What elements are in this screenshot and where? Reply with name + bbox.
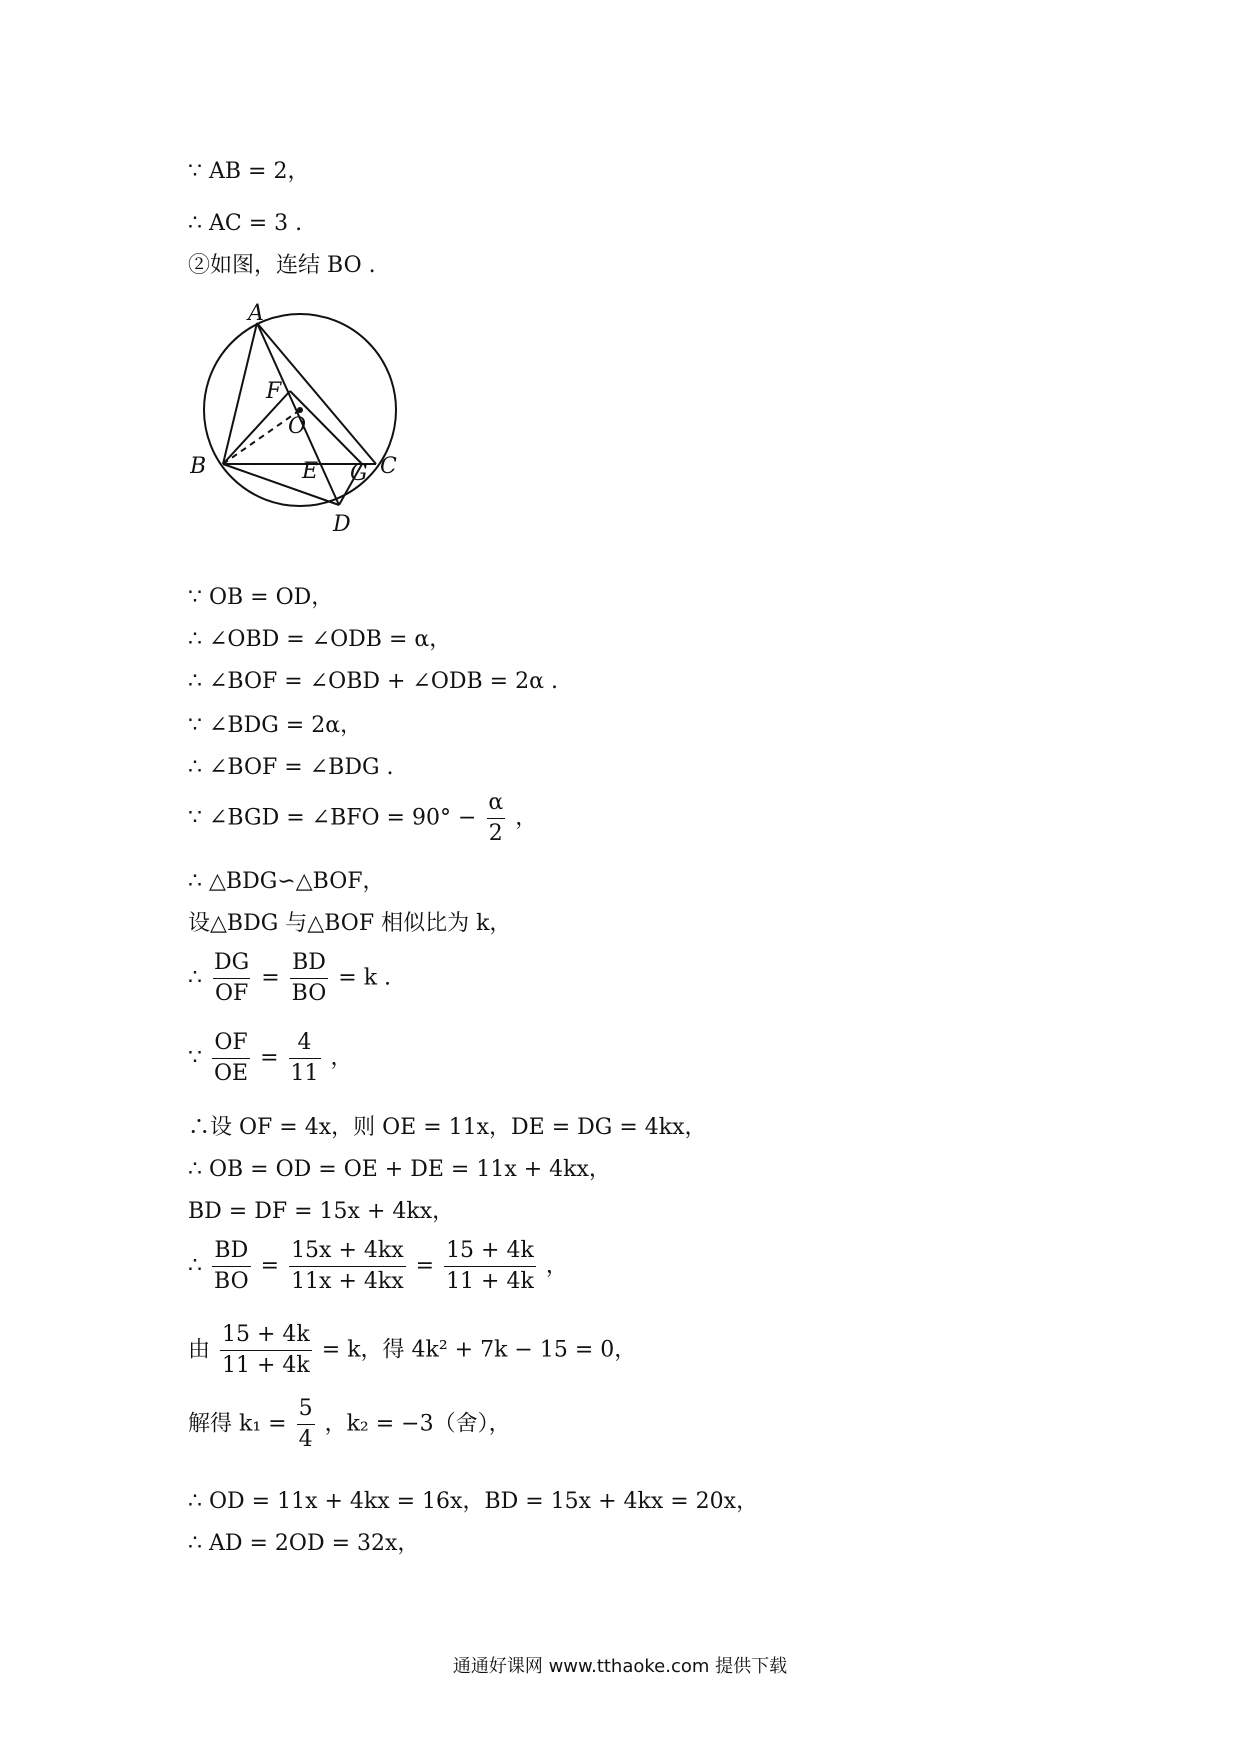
label-g: G (350, 461, 368, 486)
fraction-denominator: BO (290, 978, 329, 1007)
proof-line-21: ∴ AD = 2OD = 32x， (188, 1531, 420, 1556)
fraction-numerator: BD (292, 950, 326, 975)
line18-prefix: 由 (188, 1337, 211, 1363)
fraction-numerator: 15 + 4k (446, 1238, 534, 1263)
proof-line-19 (188, 1396, 511, 1453)
proof-line-5: ∴ ∠OBD = ∠ODB = α， (188, 627, 452, 652)
proof-line-17 (188, 1238, 568, 1295)
fraction-numerator: DG (214, 950, 250, 975)
line19-suffix: ，k₂ = −3（舍）， (324, 1411, 511, 1437)
fraction-denominator: OF (213, 978, 250, 1007)
fraction-denominator: 11x + 4kx (289, 1266, 406, 1295)
fraction-numerator: 15 + 4k (222, 1322, 310, 1347)
proof-line-3: ②如图，连结 BO . (188, 253, 376, 278)
line9-prefix: ∵ ∠BGD = ∠BFO = 90° − (188, 805, 477, 831)
proof-line-18 (188, 1322, 636, 1379)
fraction-numerator: 5 (298, 1396, 313, 1421)
fraction-15x-over-11x (289, 1238, 406, 1295)
fraction-denominator: 4 (297, 1424, 315, 1453)
equals-sign: = (415, 1253, 435, 1279)
page-footer: 通通好课网 www.tthaoke.com 提供下载 (452, 1656, 788, 1677)
proof-line-13 (188, 1030, 353, 1087)
proof-line-4: ∵ OB = OD， (188, 585, 334, 610)
fraction-bd-over-bo (290, 950, 329, 1007)
line12-prefix: ∴ (188, 965, 202, 991)
proof-line-16: BD = DF = 15x + 4kx， (188, 1199, 455, 1224)
line17-suffix: ， (545, 1253, 568, 1279)
fraction-numerator: BD (214, 1238, 249, 1263)
circle-geometry-figure (190, 298, 420, 533)
proof-line-14: ∴设 OF = 4x，则 OE = 11x，DE = DG = 4kx， (188, 1115, 707, 1140)
proof-line-9 (188, 790, 537, 847)
line13-suffix: ， (330, 1045, 353, 1071)
line9-suffix: ， (515, 805, 538, 831)
fraction-numerator: 15x + 4kx (291, 1238, 404, 1263)
proof-line-8: ∴ ∠BOF = ∠BDG . (188, 755, 394, 780)
proof-line-2: ∴ AC = 3 . (188, 211, 303, 236)
fraction-denominator: 11 + 4k (220, 1350, 312, 1379)
line19-prefix: 解得 k₁ = (188, 1411, 287, 1437)
proof-line-7: ∵ ∠BDG = 2α， (188, 713, 363, 738)
fraction-4-over-11 (289, 1030, 321, 1087)
proof-line-11: 设△BDG 与△BOF 相似比为 k， (188, 911, 512, 936)
line17-prefix: ∴ (188, 1253, 202, 1279)
label-d: D (333, 512, 351, 533)
proof-line-1: ∵ AB = 2， (188, 159, 310, 184)
line18-suffix: = k，得 4k² + 7k − 15 = 0， (321, 1337, 637, 1363)
fraction-5-over-4 (297, 1396, 315, 1453)
equals-sign: = (260, 1045, 279, 1071)
fraction-denominator: OE (212, 1058, 250, 1087)
fraction-denominator: 2 (487, 818, 505, 847)
label-e: E (302, 459, 319, 484)
line13-prefix: ∵ (188, 1045, 202, 1071)
label-o: O (288, 414, 307, 439)
fraction-numerator: OF (214, 1030, 248, 1055)
label-a: A (248, 301, 264, 326)
fraction-numerator: α (488, 790, 504, 815)
equals-sign: = (261, 965, 280, 991)
fraction-of-over-oe (212, 1030, 250, 1087)
fraction-numerator: 4 (297, 1030, 312, 1055)
proof-line-12 (188, 950, 391, 1007)
proof-line-15: ∴ OB = OD = OE + DE = 11x + 4kx， (188, 1157, 611, 1182)
fraction-dg-over-of (212, 950, 251, 1007)
fraction-15-over-11 (444, 1238, 536, 1295)
center-point-o (297, 407, 303, 413)
fraction-alpha-over-2 (486, 790, 505, 847)
proof-line-20: ∴ OD = 11x + 4kx = 16x，BD = 15x + 4kx = 20x， (188, 1489, 759, 1514)
fraction-denominator: BO (212, 1266, 251, 1295)
fraction-denominator: 11 (289, 1058, 321, 1087)
equals-sign: = (260, 1253, 280, 1279)
label-b: B (190, 454, 207, 479)
fraction-denominator: 11 + 4k (444, 1266, 536, 1295)
proof-line-10: ∴ △BDG∽△BOF， (188, 869, 385, 894)
fraction-bd-over-bo (212, 1238, 251, 1295)
fraction-15-over-11 (220, 1322, 312, 1379)
line12-suffix: = k . (338, 965, 392, 991)
label-f: F (266, 379, 282, 404)
proof-line-6: ∴ ∠BOF = ∠OBD + ∠ODB = 2α . (188, 669, 558, 694)
label-c: C (380, 454, 397, 479)
